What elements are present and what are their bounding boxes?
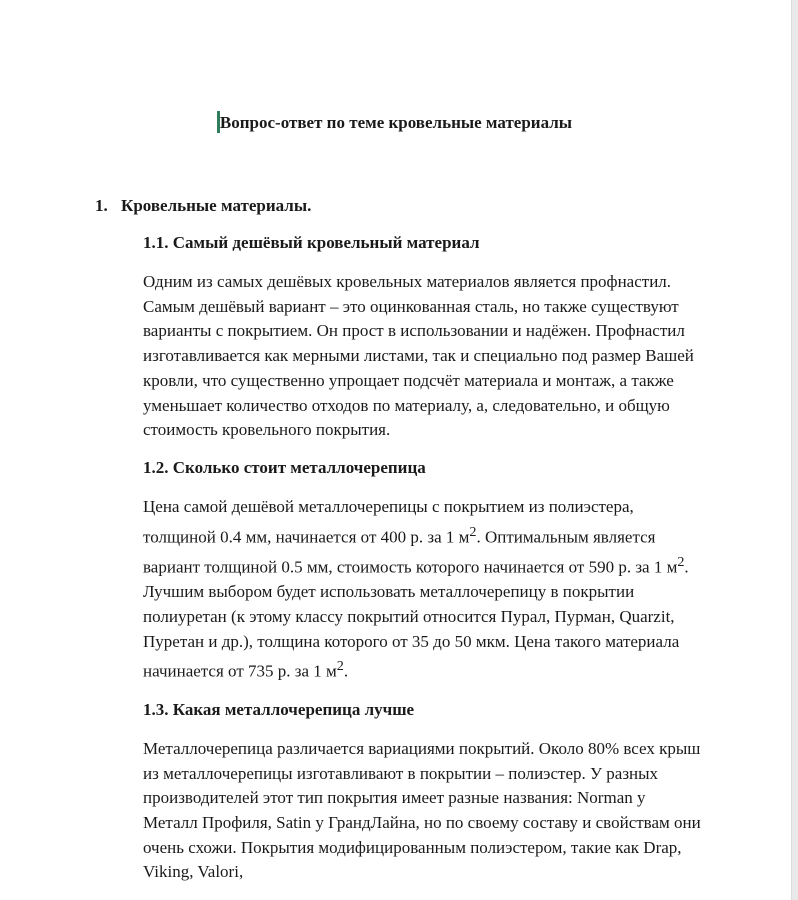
section-heading-text: Кровельные материалы. <box>121 196 312 215</box>
superscript: 2 <box>677 553 685 570</box>
subsection-heading: 1.2. Сколько стоит металлочерепица <box>143 457 426 477</box>
paragraph-text: . Лучшим выбором будет использовать металлочерепицу в покрытии полиуретан (к этому классу покрытий относится Пурал, Пурман, Quarzit, Пуретан и др.), толщина которого от 35 до 50 мкм. Цена такого материала начинается от 735 р. за 1 м <box>143 557 689 682</box>
subsection-paragraph: Металлочерепица различается вариациями покрытий. Около 80% всех крыш из металлочерепицы изготавливают в покрытии – полиэстер. У разных производителей этот тип покрытия имеет разные названия: Norman у Металл Профиля, Satin у ГрандЛайна, но по своему составу и свойствам они очень схожи. Покрытия модифицированным полиэстером, такие как Drap, Viking, Valori, <box>143 738 701 882</box>
subsection-1-3 <box>143 697 703 885</box>
document-body <box>95 193 715 897</box>
superscript: 2 <box>336 658 344 675</box>
subsection-heading: 1.1. Самый дешёвый кровельный материал <box>143 233 480 252</box>
superscript: 2 <box>469 523 477 540</box>
document-title <box>0 113 792 133</box>
page-scrollbar-edge <box>791 0 798 900</box>
subsection-heading: 1.3. Какая металлочерепица лучше <box>143 699 415 719</box>
section-heading <box>95 193 715 219</box>
subsection-paragraph: Одним из самых дешёвых кровельных материалов является профнастил. Самым дешёвый вариант – это оцинкованная сталь, но также существуют варианты с покрытием. Он прост в использовании и надёжен. Профнастил изготавливается как мерными листами, так и специально под размер Вашей кровли, что существенно упрощает подсчёт материала и монтаж, а также уменьшает количество отходов по материалу, а, следовательно, и общую стоимость кровельного покрытия. <box>143 272 694 440</box>
subsection-1-2 <box>143 455 703 685</box>
document-title-wrapper <box>220 113 572 133</box>
paragraph-text: . <box>343 662 349 682</box>
document-title-text: Вопрос-ответ по теме кровельные материалы <box>219 113 573 132</box>
subsection-paragraph <box>143 495 703 685</box>
text-cursor <box>217 111 220 133</box>
subsection-1-1 <box>143 230 703 443</box>
paragraph-text: . Оптимальным является вариант толщиной 0.5 мм, стоимость которого начинается от 590 р. за 1 м <box>143 527 678 577</box>
paragraph-text: Цена самой дешёвой металлочерепицы с покрытием из полиэстера, толщиной 0.4 мм, начинается от 400 р. за 1 м <box>143 496 634 547</box>
section-number: 1. <box>95 196 108 215</box>
